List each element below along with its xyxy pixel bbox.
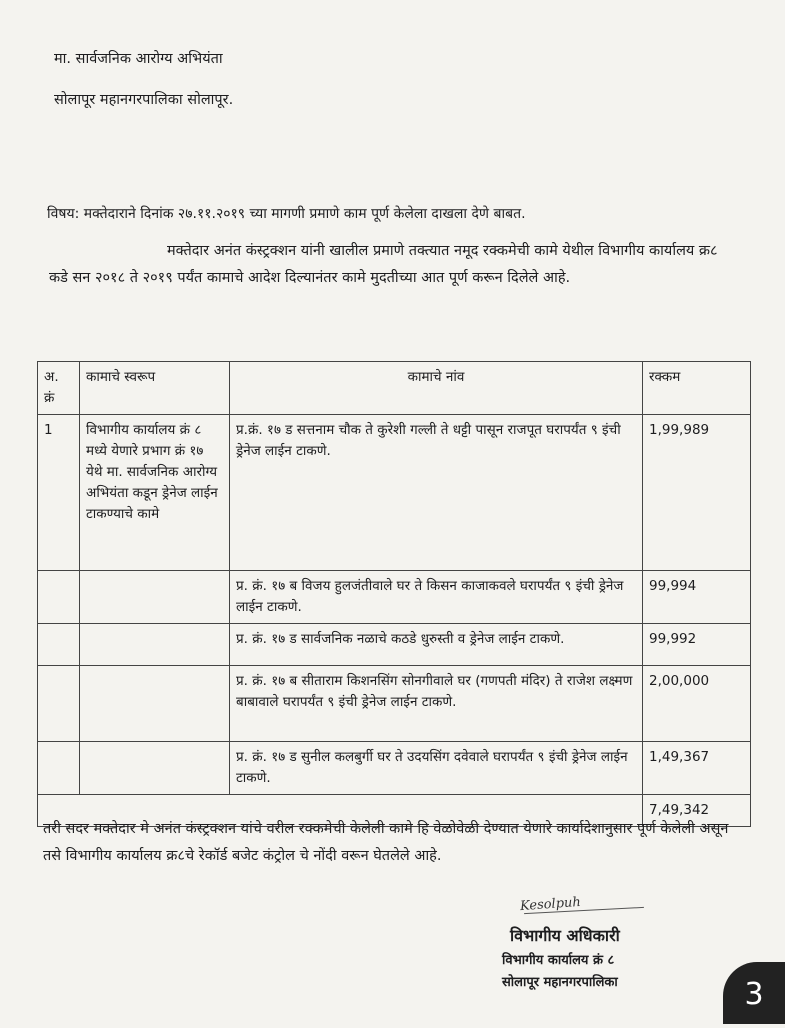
table-row	[38, 415, 751, 571]
header-amount: रक्कम	[643, 362, 751, 415]
work-name-cell: प्र. क्रं. १७ ब सीताराम किशनसिंग सोनगीवाले घर (गणपती मंदिर) ते राजेश लक्ष्मण बाबावाले घरापर्यंत ९ इंची ड्रेनेज लाईन टाकणे.	[230, 666, 643, 742]
header-nature: कामाचे स्वरूप	[80, 362, 230, 415]
amount-cell: 1,99,989	[643, 415, 751, 571]
amount-cell: 99,994	[643, 571, 751, 624]
page-number-badge: 3	[723, 962, 785, 1024]
work-name-cell: प्र. क्रं. १७ ड सार्वजनिक नळाचे कठडे धुरुस्ती व ड्रेनेज लाईन टाकणे.	[230, 624, 643, 666]
table-header-row	[38, 362, 751, 415]
header-serial: अ. क्रं	[38, 362, 80, 415]
amount-cell: 99,992	[643, 624, 751, 666]
table-row	[38, 624, 751, 666]
header-name: कामाचे नांव	[230, 362, 643, 415]
work-name-cell: प्र. क्रं. १७ ड सुनील कलबुर्गी घर ते उदयसिंग दवेवाले घरापर्यंत ९ इंची ड्रेनेज लाईन टाकणे.	[230, 742, 643, 795]
serial-cell	[38, 571, 80, 624]
addressee-line-2: सोलापूर महानगरपालिका सोलापूर.	[54, 92, 234, 108]
serial-cell	[38, 742, 80, 795]
table-row	[38, 742, 751, 795]
signature-title: विभागीय अधिकारी	[510, 926, 620, 945]
serial-cell	[38, 624, 80, 666]
nature-cell: विभागीय कार्यालय क्रं ८ मध्ये येणारे प्रभाग क्रं १७ येथे मा. सार्वजनिक आरोग्य अभियंता कडून ड्रेनेज लाईन टाकण्याचे कामे	[80, 415, 230, 571]
work-name-cell: प्र. क्रं. १७ ब विजय हुलजंतीवाले घर ते किसन काजाकवले घरापर्यंत ९ इंची ड्रेनेज लाईन टाकणे.	[230, 571, 643, 624]
work-name-cell: प्र.क्रं. १७ ड सत्तनाम चौक ते कुरेशी गल्ली ते धट्टी पासून राजपूत घरापर्यंत ९ इंची ड्रेनेज लाईन टाकणे.	[230, 415, 643, 571]
signature-city: सोलापूर महानगरपालिका	[502, 975, 618, 990]
works-table	[37, 361, 751, 827]
nature-cell	[80, 624, 230, 666]
amount-cell: 2,00,000	[643, 666, 751, 742]
serial-cell	[38, 666, 80, 742]
serial-cell: 1	[38, 415, 80, 571]
addressee-line-1: मा. सार्वजनिक आरोग्य अभियंता	[54, 51, 223, 67]
body-intro: मक्तेदार अनंत कंस्ट्रक्शन यांनी खालील प्रमाणे तक्त्यात नमूद रक्कमेची कामे येथील विभागीय कार्यालय क्र८ कडे सन २०१८ ते २०१९ पर्यंत कामाचे आदेश दिल्यानंतर कामे मुदतीच्या आत पूर्ण करून दिलेले आहे.	[49, 243, 718, 286]
nature-cell	[80, 666, 230, 742]
table-row	[38, 666, 751, 742]
nature-cell	[80, 742, 230, 795]
signature-office: विभागीय कार्यालय क्रं ८	[502, 953, 615, 968]
total-amount: 7,49,342	[643, 795, 751, 827]
subject-line: विषय: मक्तेदाराने दिनांक २७.११.२०१९ च्या मागणी प्रमाणे काम पूर्ण केलेला दाखला देणे बाबत.	[47, 206, 526, 222]
table-row	[38, 571, 751, 624]
nature-cell	[80, 571, 230, 624]
signature-scribble: Kesolpuh	[519, 894, 582, 915]
amount-cell: 1,49,367	[643, 742, 751, 795]
closing-paragraph: तरी सदर मक्तेदार मे अनंत कंस्ट्रक्शन यांचे वरील रक्कमेची केलेली कामे हि वेळोवेळी देण्यात येणारे कार्यादेशानुसार पूर्ण केलेली असून तसे विभागीय कार्यालय क्र८चे रेकॉर्ड बजेट कंट्रोल चे नोंदी वरून घेतलेले आहे.	[43, 821, 729, 864]
